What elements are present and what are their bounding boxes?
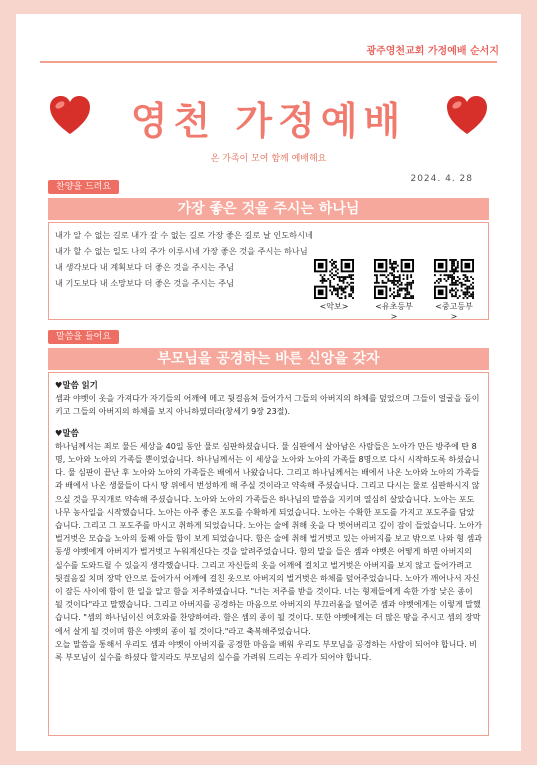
- praise-box: [48, 222, 489, 320]
- praise-tag: 찬양을 드려요: [48, 180, 119, 194]
- qr-label: <악보>: [319, 302, 349, 311]
- lyric-line: 내가 할 수 없는 일도 나의 주가 이루시네 가장 좋은 것을 주시는 하나님: [55, 246, 308, 256]
- word-tag: 말씀을 들어요: [48, 330, 119, 344]
- qr-codes: [312, 259, 476, 321]
- qr-label: <중고등부>: [435, 302, 473, 321]
- sermon-box: [48, 372, 489, 736]
- sermon-paragraph: 하나님께서는 죄로 물든 세상을 40일 동안 물로 심판하셨습니다. 물 심판에서 살아남은 사람들은 노아가 만든 방주에 탄 8명, 노아와 노아의 가족들 뿐이었습니다. 하나님께서는 이 세상을 노아와 노아의 가족들 8명으로 다시 시작하도록 하셨습니다. 물 심판이 끝난 후 노아와 노아의 가족들은 배에서 나왔습니다. 그리고 하나님께서는 배에서 나온 노아와 노아의 가족들과 배에서 나온 생물들이 다시 땅 위에서 번성하게 해 주실 것이라고 약속해 주셨습니다. 그리고 다시는 물로 심판하시지 않으실 것을 무지개로 약속해 주셨습니다. 노아와 노아의 가족들은 하나님의 말씀을 지키며 열심히 살았습니다. 노아는 포도나무 농사일을 시작했습니다. 노아는 아주 좋은 포도를 수확하게 되었습니다. 노아는 수확한 포도를 가지고 포도주를 담았습니다. 그리고 그 포도주를 마시고 취하게 되었습니다. 노아는 술에 취해 옷을 다 벗어버리고 깊이 잠이 들었습니다. 노아가 벌거벗은 모습을 노아의 둘째 아들 함이 보게 되었습니다. 함은 술에 취해 벌거벗고 있는 아버지를 보고 밖으로 나와 형 셈과 동생 야벳에게 아버지가 벌거벗고 누워계신다는 것을 알려주었습니다. 함의 말을 들은 셈과 야벳은 어떻게 하면 아버지의 실수를 도와드릴 수 있을지 생각했습니다. 그리고 자신들의 옷을 어깨에 걸치고 벌거벗은 아버지를 보지 않고 들어가려고 뒷걸음질 치며 장막 안으로 들어가서 어깨에 걸친 옷으로 아버지의 벌거벗은 하체를 덮어주었습니다. 노아가 깨어나서 자신이 잠든 사이에 함이 한 일을 알고 함을 저주하였습니다. "너는 저주를 받을 것이다. 너는 형제들에게 속한 가장 낮은 종이 될 것이다"라고 말했습니다. 그리고 아버지를 공경하는 마음으로 아버지의 부끄러움을 덮어준 셈과 야벳에게는 이렇게 말했습니다. "셈의 하나님이신 여호와를 찬양하여라. 함은 셈의 종이 될 것이다. 또한 야벳에게는 더 많은 땅을 주시고 셈의 장막에서 살게 될 것이며 함은 야벳의 종이 될 것이다."라고 축복해주었습니다.: [55, 441, 482, 636]
- word-title: 부모님을 공경하는 바른 신앙을 갖자: [48, 348, 489, 370]
- lyric-line: 내 생각보다 내 계획보다 더 좋은 것을 주시는 주님: [55, 262, 235, 272]
- qr-code-icon: [314, 259, 354, 299]
- scripture-reading: 셈과 야벳이 옷을 가져다가 자기들의 어깨에 메고 뒷걸음쳐 들어가서 그들의 아버지의 하체를 덮었으며 그들이 얼굴을 돌이키고 그들의 아버지의 하체를 보지 아니하였더라(창세기 9장 23절).: [55, 394, 480, 417]
- sermon-heading: ♥말씀: [55, 427, 79, 438]
- lyric-line: 내 기도보다 내 소망보다 더 좋은 것을 주시는 주님: [55, 278, 235, 288]
- sermon-paragraph: 오늘 말씀을 통해서 우리도 셈과 야벳이 아버지를 공경한 마음을 배워 우리도 부모님을 공경하는 사람이 되어야 합니다. 비록 부모님이 실수를 하셨다 할지라도 부모님의 실수를 가려워 드리는 우리가 되어야 합니다.: [55, 639, 477, 663]
- bulletin-page: [16, 14, 521, 751]
- reading-heading: ♥말씀 읽기: [55, 380, 98, 390]
- qr-youth[interactable]: [432, 259, 476, 321]
- sermon-content: [55, 379, 482, 664]
- lyric-line: 내가 알 수 없는 길로 내가 갈 수 없는 길로 가장 좋은 길로 날 인도하시네: [55, 230, 313, 240]
- church-name: 광주영천교회 가정예배 순서지: [366, 46, 499, 57]
- qr-label: <유초등부>: [375, 302, 413, 321]
- qr-sheet-music[interactable]: [312, 259, 356, 321]
- qr-code-icon: [434, 259, 474, 299]
- qr-elementary[interactable]: [372, 259, 416, 321]
- service-date: 2024. 4. 28: [410, 174, 473, 184]
- header-divider: [40, 61, 497, 63]
- page-subtitle: 온 가족이 모여 함께 예배해요: [210, 154, 327, 164]
- hymn-lyrics: [55, 227, 313, 291]
- page-title: 영천 가정예배: [130, 99, 407, 143]
- qr-code-icon: [374, 259, 414, 299]
- praise-title: 가장 좋은 것을 주시는 하나님: [48, 198, 489, 220]
